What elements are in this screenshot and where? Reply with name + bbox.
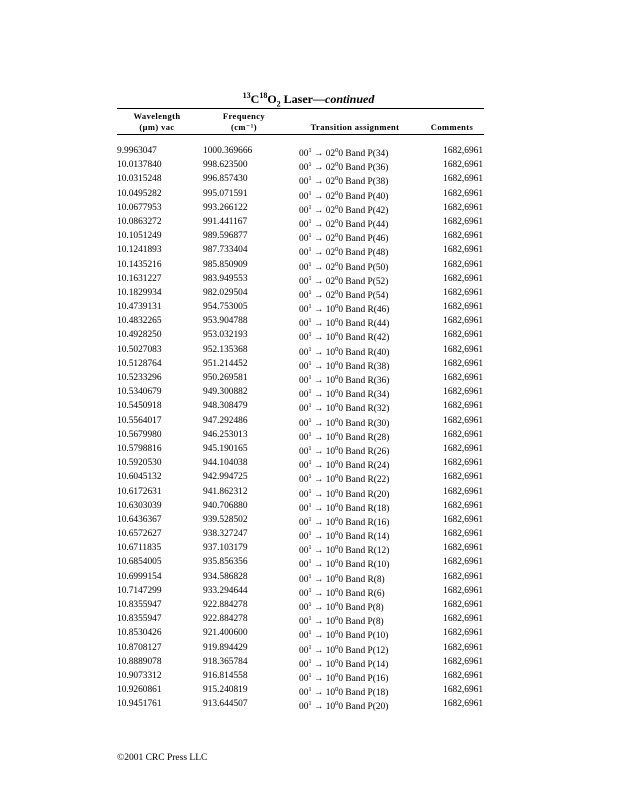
table-row	[0, 187, 617, 201]
transition-cell: $00^1 \to 10^00$ Band R(28)	[299, 430, 390, 443]
wavelength-cell: 10.6045132	[117, 472, 162, 483]
comments-cell: 1682,6961	[443, 373, 483, 383]
transition-cell: $00^1 \to 02^00$ Band P(50)	[299, 260, 389, 273]
comments-cell: 1682,6961	[443, 429, 483, 440]
comments-cell: 1682,6961	[443, 699, 483, 710]
table-row	[0, 598, 617, 612]
transition-cell: $00^1 \to 10^00$ Band R(24)	[299, 459, 390, 472]
header-comments: Comments	[430, 122, 474, 132]
transition-cell: $00^1 \to 10^00$ Band R(26)	[299, 444, 390, 457]
comments-cell: 1682,6961	[443, 387, 483, 398]
wavelength-cell: 10.8889078	[117, 656, 162, 667]
transition-cell: $00^1 \to 10^00$ Band R(42)	[299, 331, 390, 344]
wavelength-cell: 10.5679980	[117, 429, 162, 440]
comments-cell: 1682,6961	[443, 358, 483, 369]
wavelength-cell: 10.9073312	[117, 670, 162, 681]
table-row	[0, 513, 617, 527]
transition-cell: $00^1 \to 10^00$ Band R(22)	[299, 473, 390, 486]
comments-cell: 1682,6961	[443, 585, 483, 596]
frequency-cell: 995.071591	[203, 188, 248, 199]
comments-cell: 1682,6961	[443, 500, 483, 511]
table-row	[0, 555, 617, 569]
wavelength-cell: 10.4928250	[117, 330, 162, 341]
wavelength-cell: 10.1051249	[117, 231, 162, 242]
table-row	[0, 144, 617, 158]
wavelength-cell: 10.6172631	[117, 486, 162, 497]
wavelength-cell: 10.0137840	[117, 160, 162, 171]
comments-cell: 1682,6961	[443, 642, 483, 653]
frequency-cell: 913.644507	[203, 699, 248, 710]
transition-cell: $00^1 \to 02^00$ Band P(42)	[299, 203, 389, 216]
comments-cell: 1682,6961	[443, 656, 483, 667]
frequency-cell: 945.190165	[203, 443, 248, 454]
transition-cell: $00^1 \to 10^00$ Band P(18)	[299, 686, 389, 699]
table-row	[0, 357, 617, 371]
wavelength-cell: 10.5128764	[117, 358, 162, 369]
frequency-cell: 993.266122	[203, 202, 248, 213]
comments-cell: 1682,6961	[443, 415, 483, 426]
transition-cell: $00^1 \to 10^00$ Band R(20)	[299, 487, 390, 500]
wavelength-cell: 10.8530426	[117, 628, 162, 639]
frequency-cell: 985.850909	[203, 259, 248, 270]
wavelength-cell: 10.5564017	[117, 415, 162, 426]
wavelength-cell: 10.6436367	[117, 514, 162, 525]
frequency-cell: 949.300882	[203, 387, 248, 398]
frequency-cell: 937.103179	[203, 543, 248, 554]
comments-cell: 1682,6961	[443, 216, 483, 227]
table-row	[0, 683, 617, 697]
table-row	[0, 158, 617, 172]
transition-cell: $00^1 \to 02^00$ Band P(40)	[299, 189, 389, 202]
frequency-cell: 921.400600	[203, 628, 248, 639]
wavelength-cell: 10.4832265	[117, 316, 162, 327]
wavelength-cell: 10.9451761	[117, 699, 162, 710]
transition-cell: $00^1 \to 02^00$ Band P(46)	[299, 232, 389, 245]
wavelength-cell: 10.9260861	[117, 685, 162, 696]
wavelength-cell: 10.1435216	[117, 259, 162, 270]
table-row	[0, 612, 617, 626]
transition-cell: $00^1 \to 10^00$ Band R(46)	[299, 303, 390, 316]
comments-cell: 1682,6961	[443, 160, 483, 171]
transition-cell: $00^1 \to 10^00$ Band P(10)	[299, 629, 389, 642]
frequency-cell: 918.365784	[203, 656, 248, 667]
comments-cell: 1682,6961	[443, 174, 483, 185]
transition-cell: $00^1 \to 10^00$ Band R(40)	[299, 345, 390, 358]
comments-cell: 1682,6961	[443, 557, 483, 568]
wavelength-cell: 10.1241893	[117, 245, 162, 256]
wavelength-cell: 10.5233296	[117, 373, 162, 383]
frequency-cell: 1000.369666	[203, 146, 253, 156]
table-row	[0, 499, 617, 513]
wavelength-cell: 10.0863272	[117, 216, 162, 227]
table-row	[0, 172, 617, 186]
frequency-cell: 954.753005	[203, 302, 248, 313]
header-transition: Transition assignment	[310, 122, 400, 132]
comments-cell: 1682,6961	[443, 316, 483, 327]
frequency-cell: 982.029504	[203, 287, 248, 298]
transition-cell: $00^1 \to 02^00$ Band P(54)	[299, 288, 389, 301]
table-row	[0, 584, 617, 598]
table-row	[0, 697, 617, 711]
transition-cell: $00^1 \to 10^00$ Band R(18)	[299, 501, 390, 514]
table-row	[0, 300, 617, 314]
top-rule	[117, 108, 484, 109]
table-row	[0, 485, 617, 499]
transition-cell: $00^1 \to 10^00$ Band R(6)	[299, 586, 385, 599]
wavelength-cell: 10.0495282	[117, 188, 162, 199]
comments-cell: 1682,6961	[443, 685, 483, 696]
header-rule	[117, 134, 484, 135]
table-row	[0, 669, 617, 683]
frequency-cell: 933.294644	[203, 585, 248, 596]
wavelength-cell: 10.7147299	[117, 585, 162, 596]
comments-cell: 1682,6961	[443, 245, 483, 256]
comments-cell: 1682,6961	[443, 670, 483, 681]
transition-cell: $00^1 \to 10^00$ Band R(32)	[299, 402, 390, 415]
comments-cell: 1682,6961	[443, 231, 483, 242]
transition-cell: $00^1 \to 10^00$ Band P(14)	[299, 657, 389, 670]
transition-cell: $00^1 \to 10^00$ Band R(38)	[299, 359, 390, 372]
table-row	[0, 570, 617, 584]
wavelength-cell: 10.1631227	[117, 273, 162, 284]
frequency-cell: 915.240819	[203, 685, 248, 696]
table-row	[0, 655, 617, 669]
frequency-cell: 991.441167	[203, 216, 248, 227]
table-row	[0, 328, 617, 342]
frequency-cell: 987.733404	[203, 245, 248, 256]
wavelength-cell: 10.5340679	[117, 387, 162, 398]
data-table	[0, 144, 617, 712]
wavelength-cell: 10.6572627	[117, 529, 162, 540]
comments-cell: 1682,6961	[443, 472, 483, 483]
comments-cell: 1682,6961	[443, 628, 483, 639]
transition-cell: $00^1 \to 02^00$ Band P(34)	[299, 147, 389, 159]
frequency-cell: 996.857430	[203, 174, 248, 185]
table-row	[0, 442, 617, 456]
table-row	[0, 399, 617, 413]
comments-cell: 1682,6961	[443, 259, 483, 270]
table-row	[0, 428, 617, 442]
transition-cell: $00^1 \to 10^00$ Band R(44)	[299, 317, 390, 330]
copyright-footer: ©2001 CRC Press LLC	[117, 753, 208, 763]
table-row	[0, 201, 617, 215]
table-row	[0, 229, 617, 243]
frequency-cell: 916.814558	[203, 670, 248, 681]
wavelength-cell: 10.5450918	[117, 401, 162, 412]
frequency-cell: 952.135368	[203, 344, 248, 355]
comments-cell: 1682,6961	[443, 600, 483, 610]
transition-cell: $00^1 \to 10^00$ Band P(20)	[299, 700, 389, 713]
frequency-cell: 939.528502	[203, 514, 248, 525]
comments-cell: 1682,6961	[443, 302, 483, 313]
comments-cell: 1682,6961	[443, 458, 483, 469]
comments-cell: 1682,6961	[443, 146, 483, 156]
table-row	[0, 541, 617, 555]
wavelength-cell: 10.0315248	[117, 174, 162, 185]
comments-cell: 1682,6961	[443, 202, 483, 213]
frequency-cell: 998.623500	[203, 160, 248, 171]
table-row	[0, 286, 617, 300]
frequency-cell: 950.269581	[203, 373, 248, 383]
transition-cell: $00^1 \to 02^00$ Band P(52)	[299, 274, 389, 287]
comments-cell: 1682,6961	[443, 614, 483, 625]
transition-cell: $00^1 \to 10^00$ Band R(16)	[299, 515, 390, 528]
wavelength-cell: 10.6711835	[117, 543, 162, 554]
wavelength-cell: 10.8355947	[117, 600, 162, 610]
table-row	[0, 456, 617, 470]
comments-cell: 1682,6961	[443, 571, 483, 582]
comments-cell: 1682,6961	[443, 514, 483, 525]
frequency-cell: 946.253013	[203, 429, 248, 440]
comments-cell: 1682,6961	[443, 330, 483, 341]
wavelength-cell: 10.0677953	[117, 202, 162, 213]
table-row	[0, 243, 617, 257]
table-row	[0, 626, 617, 640]
table-row	[0, 258, 617, 272]
header-frequency: Frequency (cm⁻¹)	[222, 111, 266, 132]
transition-cell: $00^1 \to 10^00$ Band P(8)	[299, 615, 384, 628]
transition-cell: $00^1 \to 10^00$ Band R(14)	[299, 530, 390, 543]
frequency-cell: 919.894429	[203, 642, 248, 653]
comments-cell: 1682,6961	[443, 529, 483, 540]
frequency-cell: 942.994725	[203, 472, 248, 483]
frequency-cell: 989.596877	[203, 231, 248, 242]
wavelength-cell: 9.9963047	[117, 146, 157, 156]
frequency-cell: 944.104038	[203, 458, 248, 469]
transition-cell: $00^1 \to 10^00$ Band P(8)	[299, 601, 384, 613]
frequency-cell: 947.292486	[203, 415, 248, 426]
frequency-cell: 935.856356	[203, 557, 248, 568]
comments-cell: 1682,6961	[443, 344, 483, 355]
comments-cell: 1682,6961	[443, 486, 483, 497]
wavelength-cell: 10.1829934	[117, 287, 162, 298]
table-row	[0, 641, 617, 655]
table-row	[0, 385, 617, 399]
frequency-cell: 953.032193	[203, 330, 248, 341]
table-row	[0, 527, 617, 541]
transition-cell: $00^1 \to 02^00$ Band P(44)	[299, 217, 389, 230]
table-row	[0, 371, 617, 385]
comments-cell: 1682,6961	[443, 188, 483, 199]
wavelength-cell: 10.8708127	[117, 642, 162, 653]
table-title: $^{13}C^{18}O_2$ Laser—continued	[242, 91, 375, 109]
transition-cell: $00^1 \to 10^00$ Band P(12)	[299, 643, 389, 656]
transition-cell: $00^1 \to 10^00$ Band P(16)	[299, 671, 389, 684]
transition-cell: $00^1 \to 10^00$ Band R(10)	[299, 558, 390, 571]
table-row	[0, 215, 617, 229]
frequency-cell: 922.884278	[203, 600, 248, 610]
comments-cell: 1682,6961	[443, 401, 483, 412]
transition-cell: $00^1 \to 10^00$ Band R(30)	[299, 416, 390, 429]
transition-cell: $00^1 \to 02^00$ Band P(36)	[299, 161, 389, 174]
transition-cell: $00^1 \to 10^00$ Band R(8)	[299, 572, 385, 585]
frequency-cell: 938.327247	[203, 529, 248, 540]
comments-cell: 1682,6961	[443, 287, 483, 298]
wavelength-cell: 10.6999154	[117, 571, 162, 582]
table-row	[0, 343, 617, 357]
frequency-cell: 983.949553	[203, 273, 248, 284]
wavelength-cell: 10.5798816	[117, 443, 162, 454]
transition-cell: $00^1 \to 02^00$ Band P(48)	[299, 246, 389, 259]
table-row	[0, 272, 617, 286]
header-wavelength: Wavelength (μm) vac	[133, 111, 181, 132]
frequency-cell: 940.706880	[203, 500, 248, 511]
table-row	[0, 470, 617, 484]
wavelength-cell: 10.6854005	[117, 557, 162, 568]
wavelength-cell: 10.5920530	[117, 458, 162, 469]
wavelength-cell: 10.5027083	[117, 344, 162, 355]
frequency-cell: 953.904788	[203, 316, 248, 327]
transition-cell: $00^1 \to 10^00$ Band R(36)	[299, 374, 390, 386]
transition-cell: $00^1 \to 10^00$ Band R(12)	[299, 544, 390, 557]
transition-cell: $00^1 \to 10^00$ Band R(34)	[299, 388, 390, 401]
comments-cell: 1682,6961	[443, 273, 483, 284]
wavelength-cell: 10.8355947	[117, 614, 162, 625]
frequency-cell: 922.884278	[203, 614, 248, 625]
frequency-cell: 948.308479	[203, 401, 248, 412]
table-row	[0, 414, 617, 428]
frequency-cell: 941.862312	[203, 486, 248, 497]
frequency-cell: 934.586828	[203, 571, 248, 582]
comments-cell: 1682,6961	[443, 543, 483, 554]
wavelength-cell: 10.6303039	[117, 500, 162, 511]
table-row	[0, 314, 617, 328]
comments-cell: 1682,6961	[443, 443, 483, 454]
frequency-cell: 951.214452	[203, 358, 248, 369]
wavelength-cell: 10.4739131	[117, 302, 162, 313]
transition-cell: $00^1 \to 02^00$ Band P(38)	[299, 175, 389, 188]
